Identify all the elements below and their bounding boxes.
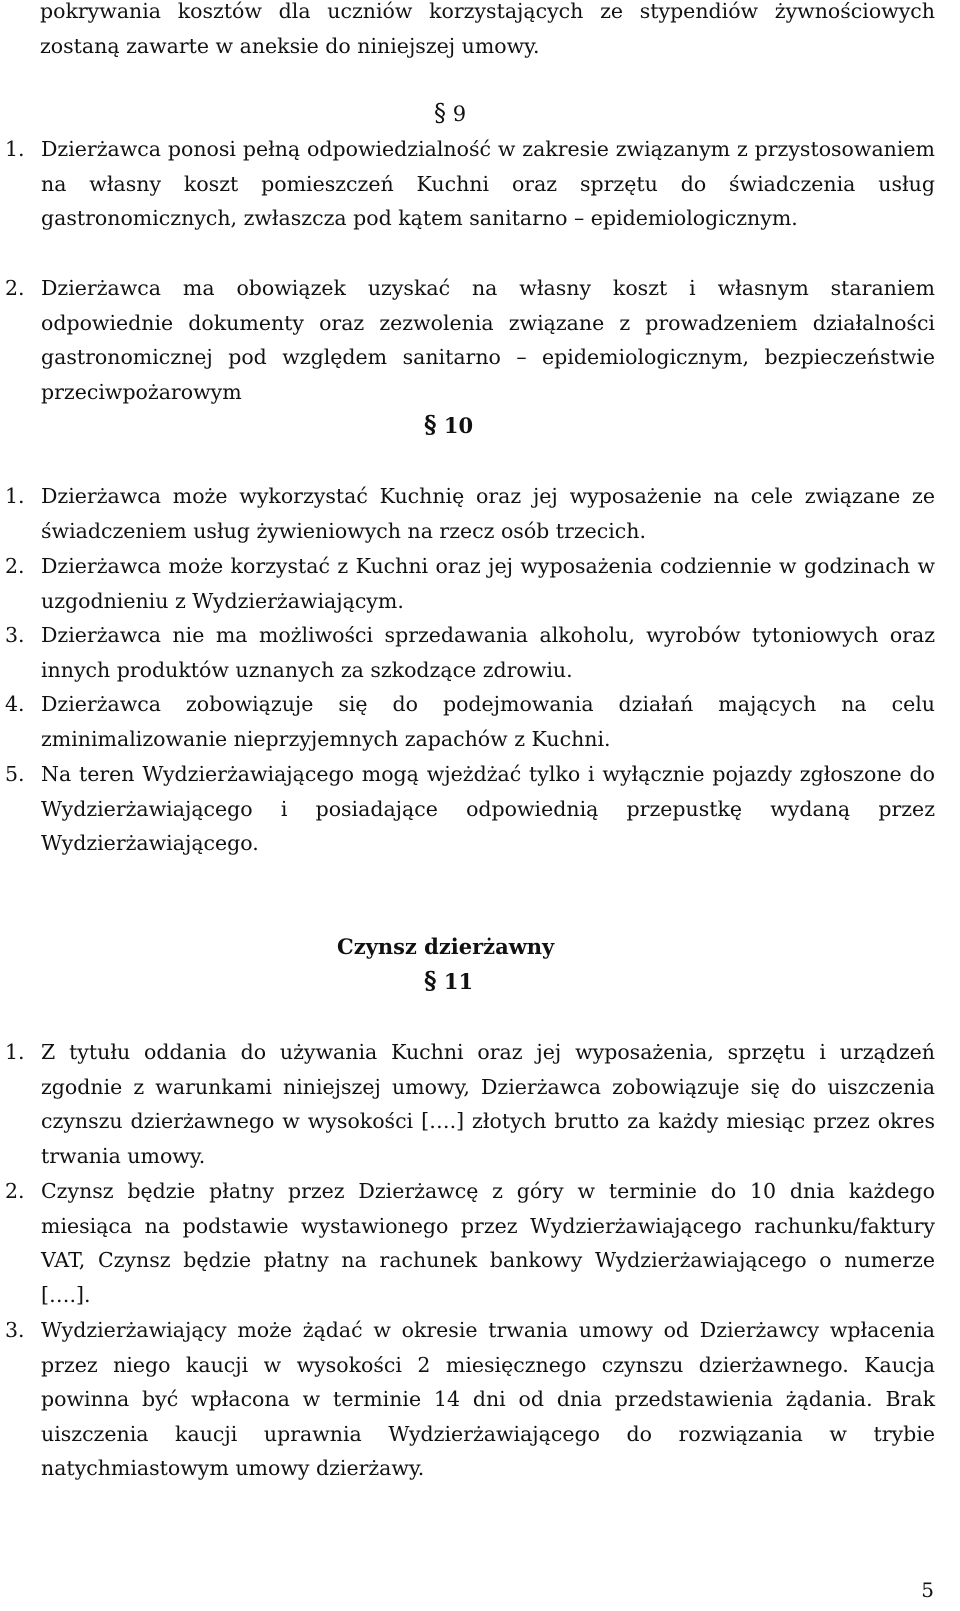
section-11-item-1 bbox=[5, 1035, 935, 1173]
item-text: Dzierżawca może wykorzystać Kuchnię oraz jej wyposażenie na cele związane ze świadczeniem usług żywieniowych na rzecz osób trzecich. bbox=[41, 484, 935, 543]
item-text: Dzierżawca ponosi pełną odpowiedzialność w zakresie związanym z przystosowaniem na własny koszt pomieszczeń Kuchni oraz sprzętu do świadczenia usług gastronomicznych, zwłaszcza pod kątem sanitarno – epidemiologicznym. bbox=[41, 137, 935, 230]
item-text: Dzierżawca zobowiązuje się do podejmowania działań mających na celu zminimalizowanie nieprzyjemnych zapachów z Kuchni. bbox=[41, 692, 935, 751]
section-11-heading bbox=[424, 966, 473, 997]
section-number: 11 bbox=[443, 969, 474, 994]
item-number: 3. bbox=[5, 1318, 25, 1342]
section-11-item-3 bbox=[5, 1313, 935, 1486]
section-9-heading bbox=[434, 98, 466, 129]
item-number: 2. bbox=[5, 276, 25, 300]
section-sign: § bbox=[424, 410, 437, 439]
section-10-item-3 bbox=[5, 618, 935, 687]
item-number: 2. bbox=[5, 1179, 25, 1203]
item-text: Dzierżawca ma obowiązek uzyskać na własny koszt i własnym staraniem odpowiednie dokumenty oraz zezwolenia związane z prowadzeniem działalności gastronomicznej pod względem sanitarno – epidemiologicznym, bezpieczeństwie przeciwpożarowym bbox=[41, 276, 935, 404]
section-11-item-2 bbox=[5, 1174, 935, 1312]
item-number: 4. bbox=[5, 692, 25, 716]
section-9-item-2 bbox=[5, 271, 935, 409]
item-text: Z tytułu oddania do używania Kuchni oraz jej wyposażenia, sprzętu i urządzeń zgodnie z warunkami niniejszej umowy, Dzierżawca zobowiązuje się do uiszczenia czynszu dzierżawnego w wysokości [….] złotych brutto za każdy miesiąc przez okres trwania umowy. bbox=[41, 1040, 935, 1168]
section-number: 10 bbox=[443, 413, 474, 438]
item-text: Na teren Wydzierżawiającego mogą wjeżdżać tylko i wyłącznie pojazdy zgłoszone do Wydzierżawiającego i posiadające odpowiednią przepustkę wydaną przez Wydzierżawiającego. bbox=[41, 762, 935, 855]
section-10-item-5 bbox=[5, 757, 935, 861]
item-number: 1. bbox=[5, 137, 25, 161]
item-text: Wydzierżawiający może żądać w okresie trwania umowy od Dzierżawcy wpłacenia przez niego kaucji w wysokości 2 miesięcznego czynszu dzierżawnego. Kaucja powinna być wpłacona w terminie 14 dni od dnia przedstawienia żądania. Brak uiszczenia kaucji uprawnia Wydzierżawiającego do rozwiązania w trybie natychmiastowym umowy dzierżawy. bbox=[41, 1318, 935, 1480]
item-text: Czynsz będzie płatny przez Dzierżawcę z góry w terminie do 10 dnia każdego miesiąca na podstawie wystawionego przez Wydzierżawiającego rachunku/faktury VAT, Czynsz będzie płatny na rachunek bankowy Wydzierżawiającego o numerze [….]. bbox=[41, 1179, 935, 1307]
item-number: 3. bbox=[5, 623, 25, 647]
section-number: 9 bbox=[452, 102, 467, 126]
rent-title: Czynsz dzierżawny bbox=[337, 934, 555, 959]
item-text: Dzierżawca nie ma możliwości sprzedawania alkoholu, wyrobów tytoniowych oraz innych produktów uznanych za szkodzące zdrowiu. bbox=[41, 623, 935, 682]
section-9-item-1 bbox=[5, 132, 935, 236]
section-sign: § bbox=[424, 966, 437, 995]
section-10-heading bbox=[424, 410, 473, 441]
section-sign: § bbox=[434, 99, 446, 127]
item-number: 2. bbox=[5, 554, 25, 578]
item-number: 5. bbox=[5, 762, 25, 786]
section-10-item-4 bbox=[5, 687, 935, 756]
section-10-item-2 bbox=[5, 549, 935, 618]
section-10-item-1 bbox=[5, 479, 935, 548]
item-number: 1. bbox=[5, 1040, 25, 1064]
item-text: Dzierżawca może korzystać z Kuchni oraz jej wyposażenia codziennie w godzinach w uzgodnieniu z Wydzierżawiającym. bbox=[41, 554, 935, 613]
page-number: 5 bbox=[921, 1578, 934, 1602]
item-number: 1. bbox=[5, 484, 25, 508]
intro-paragraph: pokrywania kosztów dla uczniów korzystających ze stypendiów żywnościowych zostaną zawarte w aneksie do niniejszej umowy. bbox=[40, 0, 935, 58]
